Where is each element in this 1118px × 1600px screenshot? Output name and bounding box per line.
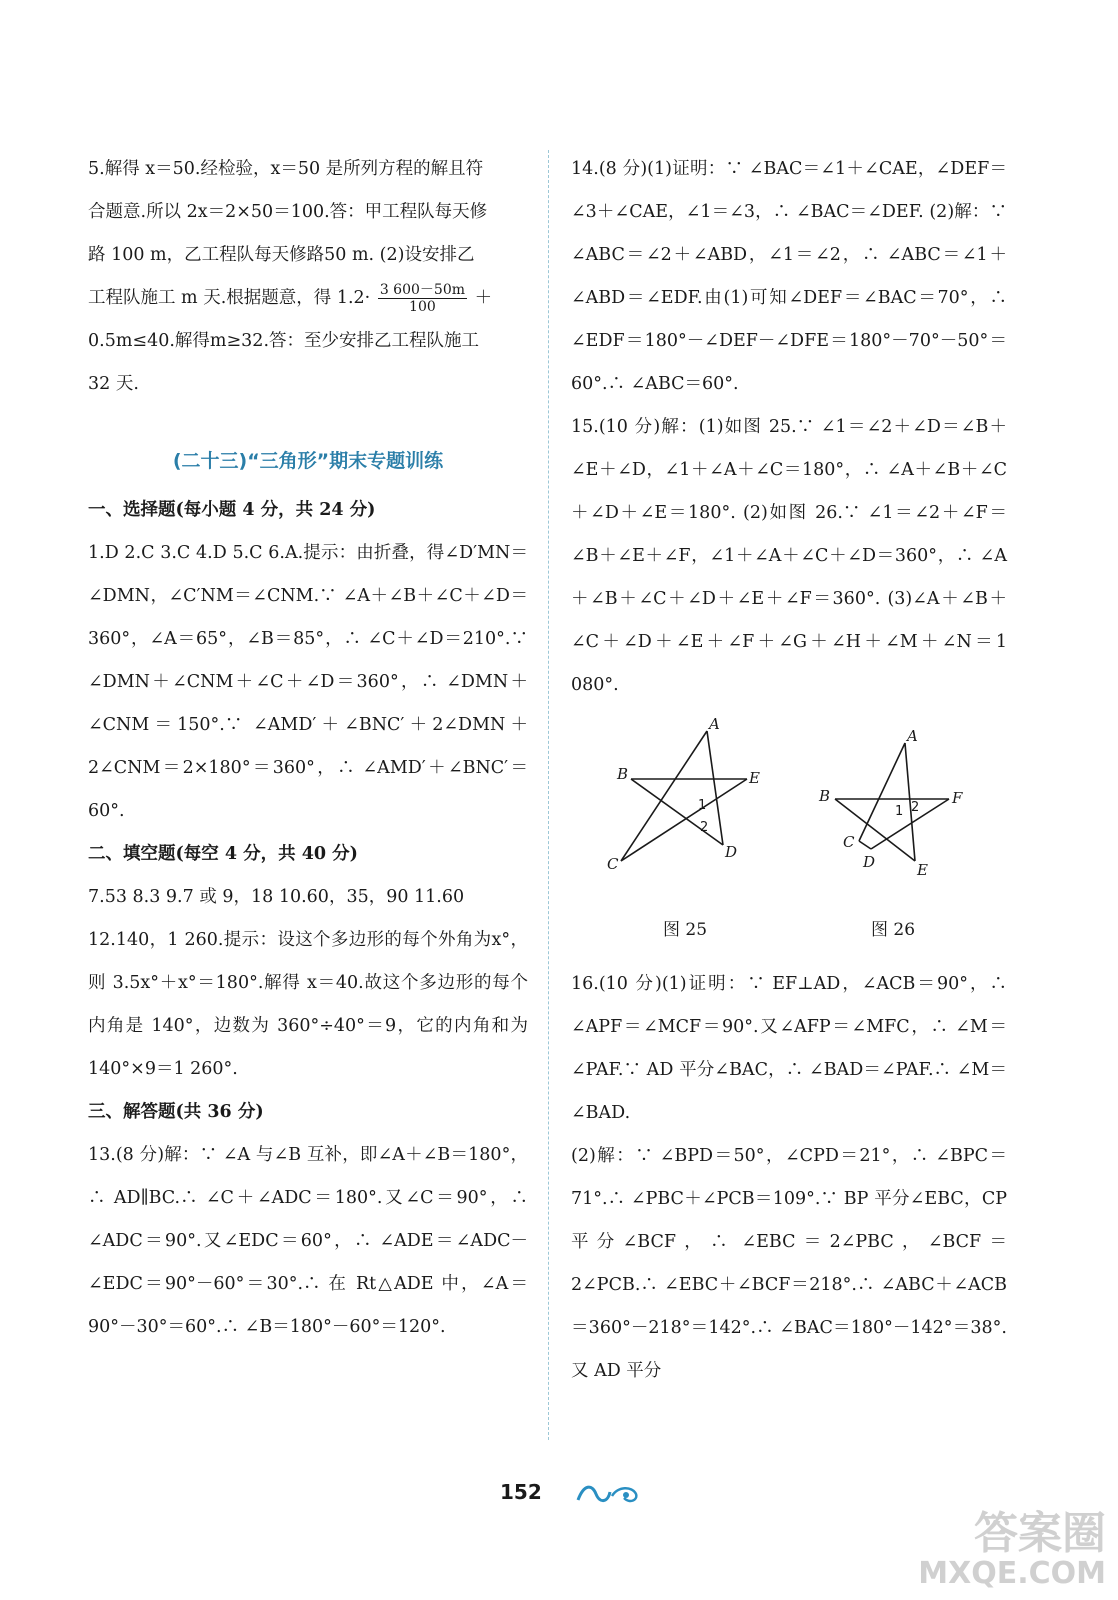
section-title: (二十三)“三角形”期末专题训练 xyxy=(172,450,444,472)
fig26-line-CD xyxy=(859,841,871,849)
text-line-with-fraction xyxy=(88,277,528,320)
text-line: 32 天. xyxy=(88,374,139,394)
subsection-heading-choice: 一、选择题(每小题 4 分，共 24 分) xyxy=(88,500,376,520)
watermark-url: MXQE.COM xyxy=(918,1556,1106,1591)
answer-15: 15.(10 分)解：(1)如图 25.∵ ∠1＝∠2＋∠D＝∠B＋∠E＋∠D，∠1＋∠A＋∠C＝180°，∴ ∠A＋∠B＋∠C＋∠D＋∠E＝180°. (2)如图 26.∵ ∠1＝∠2＋∠F＝∠B＋∠E＋∠F，∠1＋∠A＋∠C＋∠D＝360°，∴ ∠A＋∠B＋∠C＋∠D＋∠E＋∠F＝360°. (3)∠A＋∠B＋∠C＋∠D＋∠E＋∠F＋∠G＋∠H＋∠M＋∠N＝1 080°. xyxy=(571,417,1007,695)
fig26-angle-2: 2 xyxy=(911,800,920,815)
text-fragment: ＋ xyxy=(474,288,493,308)
text-fragment: 工程队施工 m 天.根据题意，得 1.2· xyxy=(88,288,371,308)
answer-16-part1: 16.(10 分)(1)证明：∵ EF⊥AD，∠ACB＝90°，∴ ∠APF＝∠MCF＝90°.又∠AFP＝∠MFC，∴ ∠M＝∠PAF.∵ AD 平分∠BAC，∴ ∠BAD＝∠PAF.∴ ∠M＝∠BAD. xyxy=(571,974,1007,1123)
column-divider xyxy=(548,150,549,1440)
answer-14: 14.(8 分)(1)证明：∵ ∠BAC＝∠1＋∠CAE，∠DEF＝∠3＋∠CAE，∠1＝∠3，∴ ∠BAC＝∠DEF. (2)解：∵ ∠ABC＝∠2＋∠ABD，∠1＝∠2，∴ ∠ABC＝∠1＋∠ABD＝∠EDF.由(1)可知∠DEF＝∠BAC＝70°，∴ ∠EDF＝180°－∠DEF－∠DFE＝180°－70°－50°＝60°.∴ ∠ABC＝60°. xyxy=(571,159,1007,394)
fig25-angle-2: 2 xyxy=(700,820,709,835)
fig25-line-AC xyxy=(621,731,707,861)
answers-choice: 1.D 2.C 3.C 4.D 5.C 6.A.提示：由折叠，得∠D′MN＝∠DMN，∠C′NM＝∠CNM.∵ ∠A＋∠B＋∠C＋∠D＝360°，∠A＝65°，∠B＝85°，∴ ∠C＋∠D＝210°.∵ ∠DMN＋∠CNM＋∠C＋∠D＝360°，∴ ∠DMN＋∠CNM＝150°.∵ ∠AMD′＋∠BNC′＋2∠DMN＋2∠CNM＝2×180°＝360°，∴ ∠AMD′＋∠BNC′＝60°. xyxy=(88,543,528,821)
fraction-denominator: 100 xyxy=(409,299,436,315)
fig25-label-A: A xyxy=(709,715,720,733)
fig25-line-AD xyxy=(707,731,723,845)
page-number: 152 xyxy=(500,1480,542,1504)
fig25-label-C: C xyxy=(607,855,619,873)
watermark-logo-text: 答案圈 xyxy=(974,1508,1106,1559)
fraction-numerator: 3 600－50m xyxy=(379,282,465,298)
fig26-angle-1: 1 xyxy=(895,804,904,819)
answer-12: 12.140，1 260.提示：设这个多边形的每个外角为x°，则 3.5x°＋x°＝180°.解得 x＝40.故这个多边形的每个内角是 140°，边数为 360°÷40°＝9，它的内角和为 140°×9＝1 260°. xyxy=(88,930,528,1079)
subsection-heading-solve: 三、解答题(共 36 分) xyxy=(88,1102,264,1122)
fig26-label-E: E xyxy=(917,861,928,879)
text-line: 合题意.所以 2x＝2×50＝100.答：甲工程队每天修 xyxy=(88,202,488,222)
fig26-line-AC xyxy=(859,743,905,841)
wave-ornament-icon xyxy=(574,1478,644,1508)
answers-fill: 7.53 8.3 9.7 或 9，18 10.60，35，90 11.60 xyxy=(88,887,465,907)
fig25-line-BD xyxy=(631,779,723,845)
fig25-label-E: E xyxy=(749,769,760,787)
text-line: 5.解得 x＝50.经检验，x＝50 是所列方程的解且符 xyxy=(88,159,484,179)
fig26-label-F: F xyxy=(952,789,963,807)
solution-continued xyxy=(88,148,528,406)
answer-13: 13.(8 分)解：∵ ∠A 与∠B 互补，即∠A＋∠B＝180°，∴ AD∥BC.∴ ∠C＋∠ADC＝180°.又∠C＝90°，∴ ∠ADC＝90°.又∠EDC＝60°，∴ ∠ADE＝∠ADC－∠EDC＝90°－60°＝30°.∴ 在 Rt△ADE 中，∠A＝90°－30°＝60°.∴ ∠B＝180°－60°＝120°. xyxy=(88,1145,528,1337)
fig26-label-C: C xyxy=(843,833,855,851)
figure-25-caption: 图 25 xyxy=(663,920,708,940)
left-column xyxy=(88,148,528,1349)
figures-block xyxy=(571,713,1007,963)
figure-26-caption: 图 26 xyxy=(871,920,916,940)
watermark xyxy=(918,1510,1106,1590)
figure-26 xyxy=(813,713,983,903)
figure-25 xyxy=(601,713,761,903)
fig26-label-B: B xyxy=(819,787,831,805)
fig25-angle-1: 1 xyxy=(698,798,707,813)
fig25-label-B: B xyxy=(617,765,629,783)
text-line: 路 100 m，乙工程队每天修路50 m. (2)设安排乙 xyxy=(88,245,475,265)
subsection-heading-fill: 二、填空题(每空 4 分，共 40 分) xyxy=(88,844,358,864)
fraction xyxy=(378,282,467,315)
answer-16-part2: (2)解：∵ ∠BPD＝50°，∠CPD＝21°，∴ ∠BPC＝71°.∴ ∠PBC＋∠PCB＝109°.∵ BP 平分∠EBC，CP 平分∠BCF，∴ ∠EBC＝2∠PBC，∠BCF＝2∠PCB.∴ ∠EBC＋∠BCF＝218°.∴ ∠ABC＋∠ACB＝360°－218°＝142°.∴ ∠BAC＝180°－142°＝38°.又 AD 平分 xyxy=(571,1146,1007,1381)
right-column xyxy=(571,148,1007,1393)
text-line: 0.5m≤40.解得m≥32.答：至少安排乙工程队施工 xyxy=(88,331,480,351)
fig25-label-D: D xyxy=(725,843,738,861)
fig26-label-D: D xyxy=(863,853,876,871)
fig26-label-A: A xyxy=(907,727,918,745)
